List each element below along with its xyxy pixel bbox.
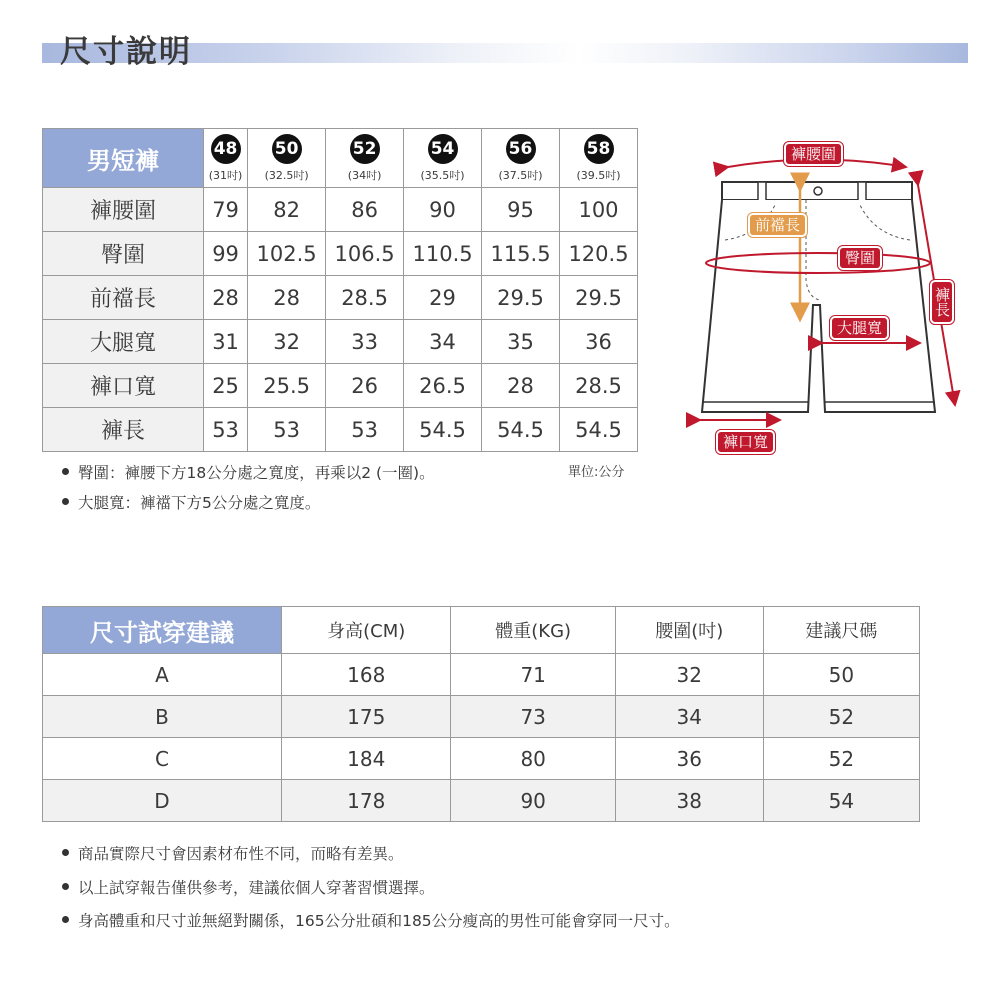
row-label: 褲腰圍 <box>43 188 204 232</box>
size-table-corner: 男短褲 <box>43 129 204 188</box>
tag-hem: 褲口寬 <box>716 430 775 454</box>
table-cell: 110.5 <box>404 232 482 276</box>
size-note <box>62 491 320 513</box>
table-cell: 29.5 <box>482 276 560 320</box>
table-cell: 33 <box>326 320 404 364</box>
fit-note-text: 身高體重和尺寸並無絕對關係，165公分壯碩和185公分瘦高的男性可能會穿同一尺寸。 <box>78 912 680 930</box>
table-cell: 115.5 <box>482 232 560 276</box>
size-inch: (35.5吋) <box>420 168 465 182</box>
table-cell: 52 <box>763 696 919 738</box>
size-col-50 <box>248 129 326 188</box>
bullet-icon <box>62 883 69 890</box>
size-number: 48 <box>211 134 241 164</box>
table-cell: 25 <box>204 364 248 408</box>
fit-note <box>62 909 680 931</box>
table-row <box>43 408 638 452</box>
unit-label: 單位:公分 <box>568 465 625 480</box>
table-cell: 53 <box>326 408 404 452</box>
fit-note-text: 商品實際尺寸會因素材布性不同，而略有差異。 <box>78 845 404 863</box>
table-row <box>43 738 920 780</box>
table-cell: 86 <box>326 188 404 232</box>
table-cell: 34 <box>615 696 763 738</box>
table-cell: 100 <box>560 188 638 232</box>
table-cell: 90 <box>451 780 615 822</box>
fit-header-cell: 體重(KG) <box>451 607 615 654</box>
tag-thigh: 大腿寬 <box>830 316 889 340</box>
fit-note-text: 以上試穿報告僅供參考，建議依個人穿著習慣選擇。 <box>78 879 435 897</box>
table-cell: 54.5 <box>560 408 638 452</box>
table-cell: 32 <box>248 320 326 364</box>
row-label: A <box>43 654 282 696</box>
table-cell: 120.5 <box>560 232 638 276</box>
table-cell: 102.5 <box>248 232 326 276</box>
table-cell: 28.5 <box>326 276 404 320</box>
table-cell: 38 <box>615 780 763 822</box>
table-cell: 53 <box>248 408 326 452</box>
row-label: 褲口寬 <box>43 364 204 408</box>
table-row <box>43 276 638 320</box>
fit-header-row <box>43 607 920 654</box>
fit-note <box>62 842 404 864</box>
table-cell: 26.5 <box>404 364 482 408</box>
row-label: 前襠長 <box>43 276 204 320</box>
table-cell: 80 <box>451 738 615 780</box>
table-cell: 32 <box>615 654 763 696</box>
size-table <box>42 128 638 452</box>
size-inch: (34吋) <box>347 168 382 182</box>
table-cell: 99 <box>204 232 248 276</box>
row-label: C <box>43 738 282 780</box>
size-number: 52 <box>350 134 380 164</box>
size-inch: (37.5吋) <box>498 168 543 182</box>
size-number: 54 <box>428 134 458 164</box>
table-cell: 35 <box>482 320 560 364</box>
table-cell: 26 <box>326 364 404 408</box>
size-note <box>62 461 435 483</box>
fit-note <box>62 876 435 898</box>
table-cell: 73 <box>451 696 615 738</box>
table-cell: 28 <box>204 276 248 320</box>
row-label: 褲長 <box>43 408 204 452</box>
size-header-row <box>43 129 638 188</box>
table-cell: 29 <box>404 276 482 320</box>
table-cell: 29.5 <box>560 276 638 320</box>
size-note-text: 大腿寬：褲襠下方5公分處之寬度。 <box>78 494 321 512</box>
table-row <box>43 320 638 364</box>
table-cell: 28 <box>248 276 326 320</box>
table-cell: 79 <box>204 188 248 232</box>
shorts-diagram <box>680 140 980 460</box>
table-cell: 168 <box>282 654 451 696</box>
size-number: 58 <box>584 134 614 164</box>
table-row <box>43 780 920 822</box>
size-col-52 <box>326 129 404 188</box>
table-cell: 54.5 <box>404 408 482 452</box>
row-label: 臀圍 <box>43 232 204 276</box>
table-cell: 25.5 <box>248 364 326 408</box>
size-inch: (39.5吋) <box>576 168 621 182</box>
tag-waist: 褲腰圍 <box>784 142 843 166</box>
page-title: 尺寸說明 <box>60 34 192 70</box>
table-row <box>43 188 638 232</box>
table-cell: 184 <box>282 738 451 780</box>
bullet-icon <box>62 498 69 505</box>
size-inch: (31吋) <box>208 168 243 182</box>
bullet-icon <box>62 849 69 856</box>
table-cell: 175 <box>282 696 451 738</box>
table-cell: 54 <box>763 780 919 822</box>
size-number: 56 <box>506 134 536 164</box>
table-cell: 90 <box>404 188 482 232</box>
fit-header-cell: 身高(CM) <box>282 607 451 654</box>
table-cell: 82 <box>248 188 326 232</box>
table-row <box>43 654 920 696</box>
table-cell: 53 <box>204 408 248 452</box>
tag-rise: 前襠長 <box>748 213 807 237</box>
table-cell: 31 <box>204 320 248 364</box>
table-cell: 28 <box>482 364 560 408</box>
table-cell: 52 <box>763 738 919 780</box>
table-cell: 106.5 <box>326 232 404 276</box>
table-cell: 54.5 <box>482 408 560 452</box>
size-inch: (32.5吋) <box>264 168 309 182</box>
size-col-48 <box>204 129 248 188</box>
table-cell: 36 <box>560 320 638 364</box>
row-label: B <box>43 696 282 738</box>
table-cell: 178 <box>282 780 451 822</box>
table-cell: 50 <box>763 654 919 696</box>
table-row <box>43 696 920 738</box>
fit-header-cell: 腰圍(吋) <box>615 607 763 654</box>
table-cell: 71 <box>451 654 615 696</box>
fit-table <box>42 606 920 822</box>
bullet-icon <box>62 916 69 923</box>
size-col-56 <box>482 129 560 188</box>
table-cell: 95 <box>482 188 560 232</box>
bullet-icon <box>62 468 69 475</box>
tag-hip: 臀圍 <box>838 246 882 270</box>
size-col-54 <box>404 129 482 188</box>
row-label: 大腿寬 <box>43 320 204 364</box>
size-note-text: 臀圍：褲腰下方18公分處之寬度，再乘以2 (一圈)。 <box>78 464 435 482</box>
table-row <box>43 364 638 408</box>
row-label: D <box>43 780 282 822</box>
size-number: 50 <box>272 134 302 164</box>
size-col-58 <box>560 129 638 188</box>
fit-header-cell: 建議尺碼 <box>763 607 919 654</box>
fit-table-corner: 尺寸試穿建議 <box>43 607 282 654</box>
table-cell: 36 <box>615 738 763 780</box>
table-row <box>43 232 638 276</box>
table-cell: 34 <box>404 320 482 364</box>
tag-length: 褲長 <box>930 280 954 324</box>
table-cell: 28.5 <box>560 364 638 408</box>
